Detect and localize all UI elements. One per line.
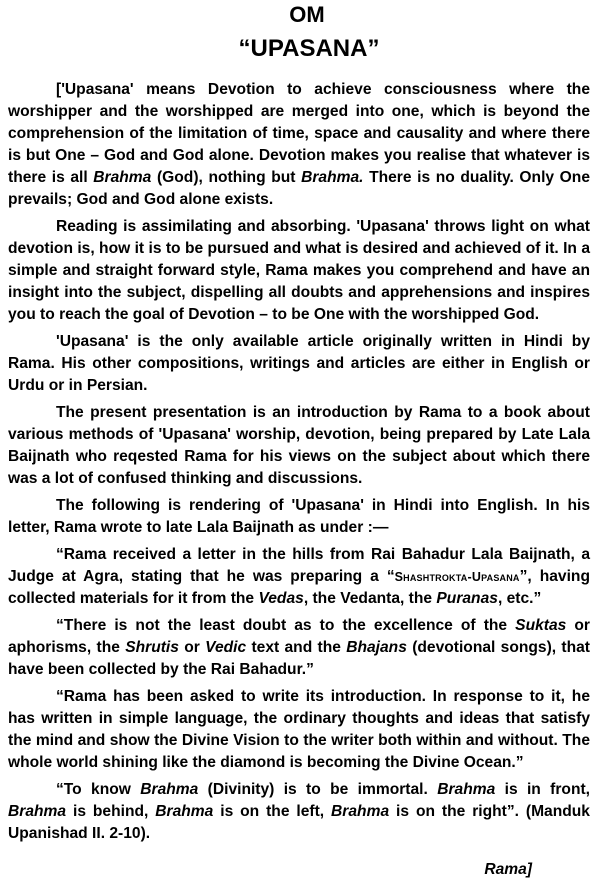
emphasis: Brahma — [8, 803, 67, 820]
emphasis: Puranas — [436, 590, 498, 607]
paragraph-8: “Rama has been asked to write its introduction. In response to it, he has written in simple language, the ordinary thoughts and ideas that satisfy the mind and show the Divine Vision to the writer both within and without. The whole world shining like the diamond is becoming the Divine Ocean.” — [8, 688, 590, 771]
paragraph-3: 'Upasana' is the only available article originally written in Hindi by Rama. His other compositions, writings and articles are either in English or Urdu or in Persian. — [8, 333, 590, 394]
text-run: is behind, — [66, 803, 156, 820]
text-run: ['Upasana' means Devotion to achieve consciousness where the worshipper and the worshipped are merged into one, which is beyond the comprehension of the limitation of time, space and causality and where there is but One – God and God alone. Devotion makes you realise that whatever is there is all — [8, 81, 590, 186]
emphasis: Brahma — [437, 781, 496, 798]
text-run: ”, having collected materials for it from the — [8, 568, 590, 607]
book-title: Shashtrokta-Upasana — [394, 570, 520, 584]
text-run: or aphorisms, the — [8, 617, 590, 656]
text-run: text and the — [246, 639, 347, 656]
body-text — [8, 79, 590, 845]
text-run: There is no duality. Only One prevails; God and God alone exists. — [8, 169, 590, 208]
paragraph-1 — [8, 79, 590, 211]
paragraph-5: The following is rendering of 'Upasana' in Hindi into English. In his letter, Rama wrote to late Lala Baijnath as under :— — [8, 497, 590, 536]
text-run: , etc.” — [497, 590, 542, 607]
text-run: is on the right”. (Manduk Upanishad II. 2-10). — [8, 803, 590, 842]
text-run: (Divinity) is to be immortal. — [198, 781, 438, 798]
text-run: is in front, — [495, 781, 590, 798]
emphasis: Brahma — [331, 803, 390, 820]
text-run: is on the left, — [213, 803, 332, 820]
emphasis: Vedic — [205, 639, 247, 656]
signature: Rama] — [484, 861, 532, 878]
text-run: “Rama received a letter in the hills from Rai Bahadur Lala Baijnath, a Judge at Agra, stating that he was preparing a “ — [8, 546, 590, 585]
text-run: “There is not the least doubt as to the excellence of the — [56, 617, 516, 634]
text-run: (God), nothing but — [151, 169, 302, 186]
emphasis: Brahma. — [301, 169, 364, 186]
paragraph-2: Reading is assimilating and absorbing. 'Upasana' throws light on what devotion is, how it is to be pursued and what is desired and achieved of it. In a simple and straight forward style, Rama makes you comprehend and have an insight into the subject, dispelling all doubts and apprehensions and inspires you to reach the goal of Devotion – to be One with the worshipped God. — [8, 218, 590, 323]
emphasis: Suktas — [515, 617, 567, 634]
paragraph-4: The present presentation is an introduction by Rama to a book about various methods of 'Upasana' worship, devotion, being prepared by Late Lala Baijnath who reqested Rama for his views on the subject about which there was a lot of confused thinking and discussions. — [8, 404, 590, 487]
text-run: or — [178, 639, 206, 656]
emphasis: Bhajans — [346, 639, 407, 656]
text-run: , the Vedanta, the — [303, 590, 437, 607]
text-run: (devotional songs), that have been collected by the Rai Bahadur.” — [8, 639, 590, 678]
paragraph-9 — [8, 779, 590, 845]
paragraph-6 — [8, 544, 590, 610]
om-heading: OM — [289, 2, 325, 27]
text-run: “To know — [56, 781, 141, 798]
emphasis: Brahma — [155, 803, 214, 820]
emphasis: Vedas — [258, 590, 304, 607]
emphasis: Brahma — [140, 781, 199, 798]
emphasis: Shrutis — [125, 639, 179, 656]
page-title: “UPASANA” — [238, 35, 380, 62]
paragraph-7 — [8, 615, 590, 681]
emphasis: Brahma — [93, 169, 152, 186]
